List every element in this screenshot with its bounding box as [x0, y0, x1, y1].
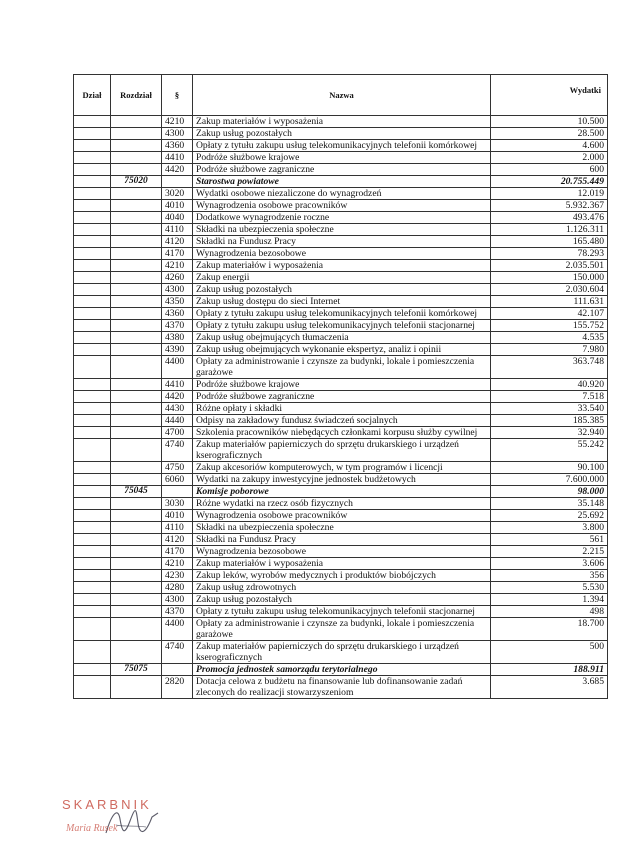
cell-paragraf: 4210 [162, 116, 193, 128]
cell-dzial [74, 200, 111, 212]
table-row [74, 427, 608, 439]
cell-rozdzial [111, 510, 162, 522]
cell-nazwa: Zakup leków, wyrobów medycznych i produktów biobójczych [193, 570, 491, 582]
cell-paragraf: 4430 [162, 403, 193, 415]
cell-nazwa: Odpisy na zakładowy fundusz świadczeń socjalnych [193, 415, 491, 427]
cell-rozdzial: 75075 [111, 664, 162, 676]
cell-paragraf: 4300 [162, 128, 193, 140]
cell-wydatki: 185.385 [491, 415, 608, 427]
cell-rozdzial [111, 200, 162, 212]
cell-nazwa: Podróże służbowe krajowe [193, 379, 491, 391]
cell-dzial [74, 152, 111, 164]
cell-paragraf: 4400 [162, 356, 193, 379]
cell-dzial [74, 284, 111, 296]
cell-paragraf: 2820 [162, 676, 193, 699]
cell-nazwa: Opłaty z tytułu zakupu usług telekomunikacyjnych telefonii stacjonarnej [193, 320, 491, 332]
table-row [74, 116, 608, 128]
table-row [74, 606, 608, 618]
cell-wydatki: 2.000 [491, 152, 608, 164]
cell-wydatki: 33.540 [491, 403, 608, 415]
table-header-row [74, 75, 608, 116]
cell-dzial [74, 439, 111, 462]
table-row [74, 344, 608, 356]
cell-rozdzial [111, 403, 162, 415]
table-row [74, 415, 608, 427]
cell-nazwa: Zakup usług zdrowotnych [193, 582, 491, 594]
cell-wydatki: 4.600 [491, 140, 608, 152]
cell-dzial [74, 510, 111, 522]
cell-paragraf: 4300 [162, 284, 193, 296]
cell-dzial [74, 594, 111, 606]
cell-dzial [74, 558, 111, 570]
cell-wydatki: 2.215 [491, 546, 608, 558]
table-row [74, 212, 608, 224]
cell-dzial [74, 582, 111, 594]
cell-rozdzial [111, 498, 162, 510]
table-row [74, 236, 608, 248]
cell-paragraf [162, 664, 193, 676]
cell-rozdzial [111, 676, 162, 699]
cell-paragraf: 4370 [162, 606, 193, 618]
cell-paragraf [162, 486, 193, 498]
cell-rozdzial [111, 188, 162, 200]
cell-nazwa: Zakup materiałów i wyposażenia [193, 558, 491, 570]
cell-nazwa: Zakup usług pozostałych [193, 594, 491, 606]
table-row [74, 618, 608, 641]
cell-wydatki: 5.530 [491, 582, 608, 594]
cell-wydatki: 18.700 [491, 618, 608, 641]
cell-rozdzial [111, 439, 162, 462]
cell-rozdzial [111, 260, 162, 272]
cell-dzial [74, 391, 111, 403]
cell-paragraf: 4040 [162, 212, 193, 224]
cell-paragraf: 4410 [162, 379, 193, 391]
cell-dzial [74, 415, 111, 427]
cell-dzial [74, 308, 111, 320]
cell-wydatki: 12.019 [491, 188, 608, 200]
cell-paragraf: 4360 [162, 140, 193, 152]
cell-nazwa: Wynagrodzenia osobowe pracowników [193, 200, 491, 212]
cell-dzial [74, 546, 111, 558]
cell-paragraf: 3020 [162, 188, 193, 200]
cell-paragraf: 4110 [162, 522, 193, 534]
cell-paragraf: 4750 [162, 462, 193, 474]
treasurer-stamp [62, 797, 172, 857]
table-row [74, 582, 608, 594]
header-rozdzial: Rozdział [111, 75, 162, 116]
table-row [74, 164, 608, 176]
cell-paragraf: 4390 [162, 344, 193, 356]
table-row [74, 200, 608, 212]
section-row [74, 486, 608, 498]
cell-rozdzial [111, 462, 162, 474]
section-row [74, 176, 608, 188]
cell-rozdzial [111, 284, 162, 296]
cell-rozdzial [111, 391, 162, 403]
cell-rozdzial [111, 128, 162, 140]
cell-paragraf: 4170 [162, 248, 193, 260]
cell-paragraf: 4120 [162, 236, 193, 248]
cell-rozdzial [111, 427, 162, 439]
cell-dzial [74, 498, 111, 510]
cell-dzial [74, 320, 111, 332]
cell-dzial [74, 248, 111, 260]
cell-rozdzial [111, 224, 162, 236]
table-row [74, 320, 608, 332]
cell-nazwa: Wydatki osobowe niezaliczone do wynagrodzeń [193, 188, 491, 200]
cell-wydatki: 155.752 [491, 320, 608, 332]
cell-wydatki: 32.940 [491, 427, 608, 439]
cell-wydatki: 90.100 [491, 462, 608, 474]
cell-nazwa: Zakup materiałów i wyposażenia [193, 260, 491, 272]
cell-nazwa: Zakup akcesoriów komputerowych, w tym programów i licencji [193, 462, 491, 474]
stamp-name: Maria Rusek [66, 823, 118, 834]
cell-wydatki: 561 [491, 534, 608, 546]
cell-dzial [74, 403, 111, 415]
cell-nazwa: Zakup usług obejmujących wykonanie ekspertyz, analiz i opinii [193, 344, 491, 356]
cell-nazwa: Zakup materiałów papierniczych do sprzętu drukarskiego i urządzeń kserograficznych [193, 439, 491, 462]
cell-wydatki: 165.480 [491, 236, 608, 248]
cell-dzial [74, 534, 111, 546]
cell-wydatki: 2.035.501 [491, 260, 608, 272]
cell-wydatki: 42.107 [491, 308, 608, 320]
table-row [74, 188, 608, 200]
cell-dzial [74, 332, 111, 344]
cell-rozdzial [111, 641, 162, 664]
cell-nazwa: Komisje poborowe [193, 486, 491, 498]
cell-rozdzial [111, 558, 162, 570]
cell-nazwa: Składki na Fundusz Pracy [193, 534, 491, 546]
cell-rozdzial [111, 582, 162, 594]
table-row [74, 462, 608, 474]
cell-nazwa: Zakup usług pozostałych [193, 284, 491, 296]
cell-wydatki: 20.755.449 [491, 176, 608, 188]
cell-paragraf: 4370 [162, 320, 193, 332]
cell-paragraf: 4010 [162, 510, 193, 522]
cell-paragraf: 4210 [162, 558, 193, 570]
cell-wydatki: 188.911 [491, 664, 608, 676]
cell-paragraf: 4740 [162, 439, 193, 462]
cell-rozdzial [111, 272, 162, 284]
cell-paragraf: 4280 [162, 582, 193, 594]
cell-dzial [74, 486, 111, 498]
table-row [74, 152, 608, 164]
cell-dzial [74, 606, 111, 618]
cell-dzial [74, 212, 111, 224]
cell-nazwa: Opłaty za administrowanie i czynsze za budynki, lokale i pomieszczenia garażowe [193, 618, 491, 641]
cell-wydatki: 356 [491, 570, 608, 582]
cell-rozdzial [111, 332, 162, 344]
cell-nazwa: Dotacja celowa z budżetu na finansowanie lub dofinansowanie zadań zleconych do realizacji stowarzyszeniom [193, 676, 491, 699]
cell-rozdzial [111, 320, 162, 332]
cell-paragraf: 4740 [162, 641, 193, 664]
table-row [74, 391, 608, 403]
cell-wydatki: 55.242 [491, 439, 608, 462]
cell-dzial [74, 664, 111, 676]
budget-table [73, 74, 608, 699]
cell-rozdzial: 75045 [111, 486, 162, 498]
cell-paragraf: 4440 [162, 415, 193, 427]
table-row [74, 308, 608, 320]
table-row [74, 296, 608, 308]
cell-rozdzial [111, 236, 162, 248]
cell-wydatki: 28.500 [491, 128, 608, 140]
cell-wydatki: 3.606 [491, 558, 608, 570]
cell-rozdzial [111, 546, 162, 558]
cell-nazwa: Składki na ubezpieczenia społeczne [193, 522, 491, 534]
cell-nazwa: Starostwa powiatowe [193, 176, 491, 188]
cell-nazwa: Składki na Fundusz Pracy [193, 236, 491, 248]
cell-dzial [74, 462, 111, 474]
header-paragraf: § [162, 75, 193, 116]
cell-paragraf: 4380 [162, 332, 193, 344]
cell-nazwa: Wynagrodzenia osobowe pracowników [193, 510, 491, 522]
cell-dzial [74, 427, 111, 439]
header-dzial: Dział [74, 75, 111, 116]
cell-wydatki: 3.800 [491, 522, 608, 534]
cell-nazwa: Podróże służbowe zagraniczne [193, 164, 491, 176]
table-row [74, 594, 608, 606]
cell-wydatki: 7.980 [491, 344, 608, 356]
cell-nazwa: Opłaty z tytułu zakupu usług telekomunikacyjnych telefonii komórkowej [193, 140, 491, 152]
cell-rozdzial [111, 248, 162, 260]
table-row [74, 522, 608, 534]
header-wydatki: Wydatki [491, 75, 608, 116]
cell-nazwa: Składki na ubezpieczenia społeczne [193, 224, 491, 236]
cell-paragraf: 4360 [162, 308, 193, 320]
cell-rozdzial [111, 308, 162, 320]
cell-dzial [74, 188, 111, 200]
cell-dzial [74, 236, 111, 248]
cell-wydatki: 35.148 [491, 498, 608, 510]
cell-rozdzial [111, 116, 162, 128]
cell-wydatki: 78.293 [491, 248, 608, 260]
table-row [74, 474, 608, 486]
cell-wydatki: 40.920 [491, 379, 608, 391]
cell-rozdzial [111, 296, 162, 308]
cell-nazwa: Zakup materiałów papierniczych do sprzętu drukarskiego i urządzeń kserograficznych [193, 641, 491, 664]
cell-wydatki: 493.476 [491, 212, 608, 224]
cell-wydatki: 600 [491, 164, 608, 176]
cell-dzial [74, 641, 111, 664]
cell-nazwa: Dodatkowe wynagrodzenie roczne [193, 212, 491, 224]
cell-nazwa: Zakup usług pozostałych [193, 128, 491, 140]
cell-rozdzial: 75020 [111, 176, 162, 188]
cell-paragraf: 4410 [162, 152, 193, 164]
cell-rozdzial [111, 594, 162, 606]
cell-paragraf: 4010 [162, 200, 193, 212]
cell-rozdzial [111, 474, 162, 486]
cell-wydatki: 10.500 [491, 116, 608, 128]
cell-paragraf: 4700 [162, 427, 193, 439]
table-row [74, 558, 608, 570]
cell-wydatki: 5.932.367 [491, 200, 608, 212]
cell-paragraf: 6060 [162, 474, 193, 486]
cell-dzial [74, 474, 111, 486]
header-nazwa: Nazwa [193, 75, 491, 116]
stamp-title: SKARBNIK [62, 797, 152, 812]
cell-paragraf: 3030 [162, 498, 193, 510]
cell-wydatki: 2.030.604 [491, 284, 608, 296]
cell-nazwa: Różne wydatki na rzecz osób fizycznych [193, 498, 491, 510]
cell-wydatki: 363.748 [491, 356, 608, 379]
table-row [74, 546, 608, 558]
cell-paragraf: 4420 [162, 391, 193, 403]
section-row [74, 664, 608, 676]
cell-dzial [74, 344, 111, 356]
table-row [74, 248, 608, 260]
cell-dzial [74, 272, 111, 284]
table-row [74, 403, 608, 415]
table-row [74, 284, 608, 296]
table-row [74, 510, 608, 522]
cell-paragraf: 4230 [162, 570, 193, 582]
cell-wydatki: 498 [491, 606, 608, 618]
table-row [74, 641, 608, 664]
cell-wydatki: 150.000 [491, 272, 608, 284]
cell-rozdzial [111, 344, 162, 356]
cell-nazwa: Wynagrodzenia bezosobowe [193, 248, 491, 260]
cell-nazwa: Podróże służbowe krajowe [193, 152, 491, 164]
cell-wydatki: 7.518 [491, 391, 608, 403]
cell-paragraf: 4350 [162, 296, 193, 308]
cell-nazwa: Wydatki na zakupy inwestycyjne jednostek budżetowych [193, 474, 491, 486]
cell-paragraf: 4300 [162, 594, 193, 606]
cell-wydatki: 4.535 [491, 332, 608, 344]
cell-nazwa: Promocja jednostek samorządu terytorialnego [193, 664, 491, 676]
cell-dzial [74, 356, 111, 379]
cell-paragraf: 4400 [162, 618, 193, 641]
cell-dzial [74, 224, 111, 236]
cell-wydatki: 500 [491, 641, 608, 664]
cell-rozdzial [111, 618, 162, 641]
cell-dzial [74, 618, 111, 641]
cell-rozdzial [111, 522, 162, 534]
cell-rozdzial [111, 534, 162, 546]
cell-paragraf: 4210 [162, 260, 193, 272]
cell-dzial [74, 379, 111, 391]
cell-dzial [74, 570, 111, 582]
cell-nazwa: Wynagrodzenia bezosobowe [193, 546, 491, 558]
table-body [74, 116, 608, 699]
cell-nazwa: Zakup usług dostępu do sieci Internet [193, 296, 491, 308]
cell-nazwa: Różne opłaty i składki [193, 403, 491, 415]
cell-nazwa: Podróże służbowe zagraniczne [193, 391, 491, 403]
cell-nazwa: Opłaty z tytułu zakupu usług telekomunikacyjnych telefonii komórkowej [193, 308, 491, 320]
cell-nazwa: Szkolenia pracowników niebędących członkami korpusu służby cywilnej [193, 427, 491, 439]
cell-dzial [74, 116, 111, 128]
cell-paragraf: 4170 [162, 546, 193, 558]
cell-rozdzial [111, 379, 162, 391]
cell-paragraf [162, 176, 193, 188]
cell-dzial [74, 676, 111, 699]
cell-wydatki: 111.631 [491, 296, 608, 308]
cell-nazwa: Opłaty za administrowanie i czynsze za budynki, lokale i pomieszczenia garażowe [193, 356, 491, 379]
cell-dzial [74, 176, 111, 188]
cell-dzial [74, 522, 111, 534]
table-row [74, 498, 608, 510]
cell-paragraf: 4110 [162, 224, 193, 236]
cell-rozdzial [111, 606, 162, 618]
cell-dzial [74, 296, 111, 308]
cell-rozdzial [111, 212, 162, 224]
cell-dzial [74, 164, 111, 176]
cell-paragraf: 4120 [162, 534, 193, 546]
cell-wydatki: 3.685 [491, 676, 608, 699]
table-row [74, 272, 608, 284]
cell-wydatki: 7.600.000 [491, 474, 608, 486]
cell-wydatki: 1.126.311 [491, 224, 608, 236]
table-row [74, 379, 608, 391]
cell-paragraf: 4260 [162, 272, 193, 284]
cell-rozdzial [111, 152, 162, 164]
cell-nazwa: Zakup usług obejmujących tłumaczenia [193, 332, 491, 344]
cell-rozdzial [111, 164, 162, 176]
cell-wydatki: 25.692 [491, 510, 608, 522]
cell-nazwa: Zakup energii [193, 272, 491, 284]
table-row [74, 676, 608, 699]
table-row [74, 224, 608, 236]
table-row [74, 439, 608, 462]
cell-rozdzial [111, 356, 162, 379]
cell-rozdzial [111, 570, 162, 582]
cell-dzial [74, 140, 111, 152]
cell-nazwa: Zakup materiałów i wyposażenia [193, 116, 491, 128]
cell-rozdzial [111, 415, 162, 427]
cell-dzial [74, 128, 111, 140]
cell-rozdzial [111, 140, 162, 152]
cell-nazwa: Opłaty z tytułu zakupu usług telekomunikacyjnych telefonii stacjonarnej [193, 606, 491, 618]
cell-wydatki: 1.394 [491, 594, 608, 606]
table-row [74, 140, 608, 152]
cell-paragraf: 4420 [162, 164, 193, 176]
table-row [74, 260, 608, 272]
table-row [74, 570, 608, 582]
cell-dzial [74, 260, 111, 272]
table-row [74, 356, 608, 379]
cell-wydatki: 98.000 [491, 486, 608, 498]
table-row [74, 128, 608, 140]
table-row [74, 332, 608, 344]
table-row [74, 534, 608, 546]
